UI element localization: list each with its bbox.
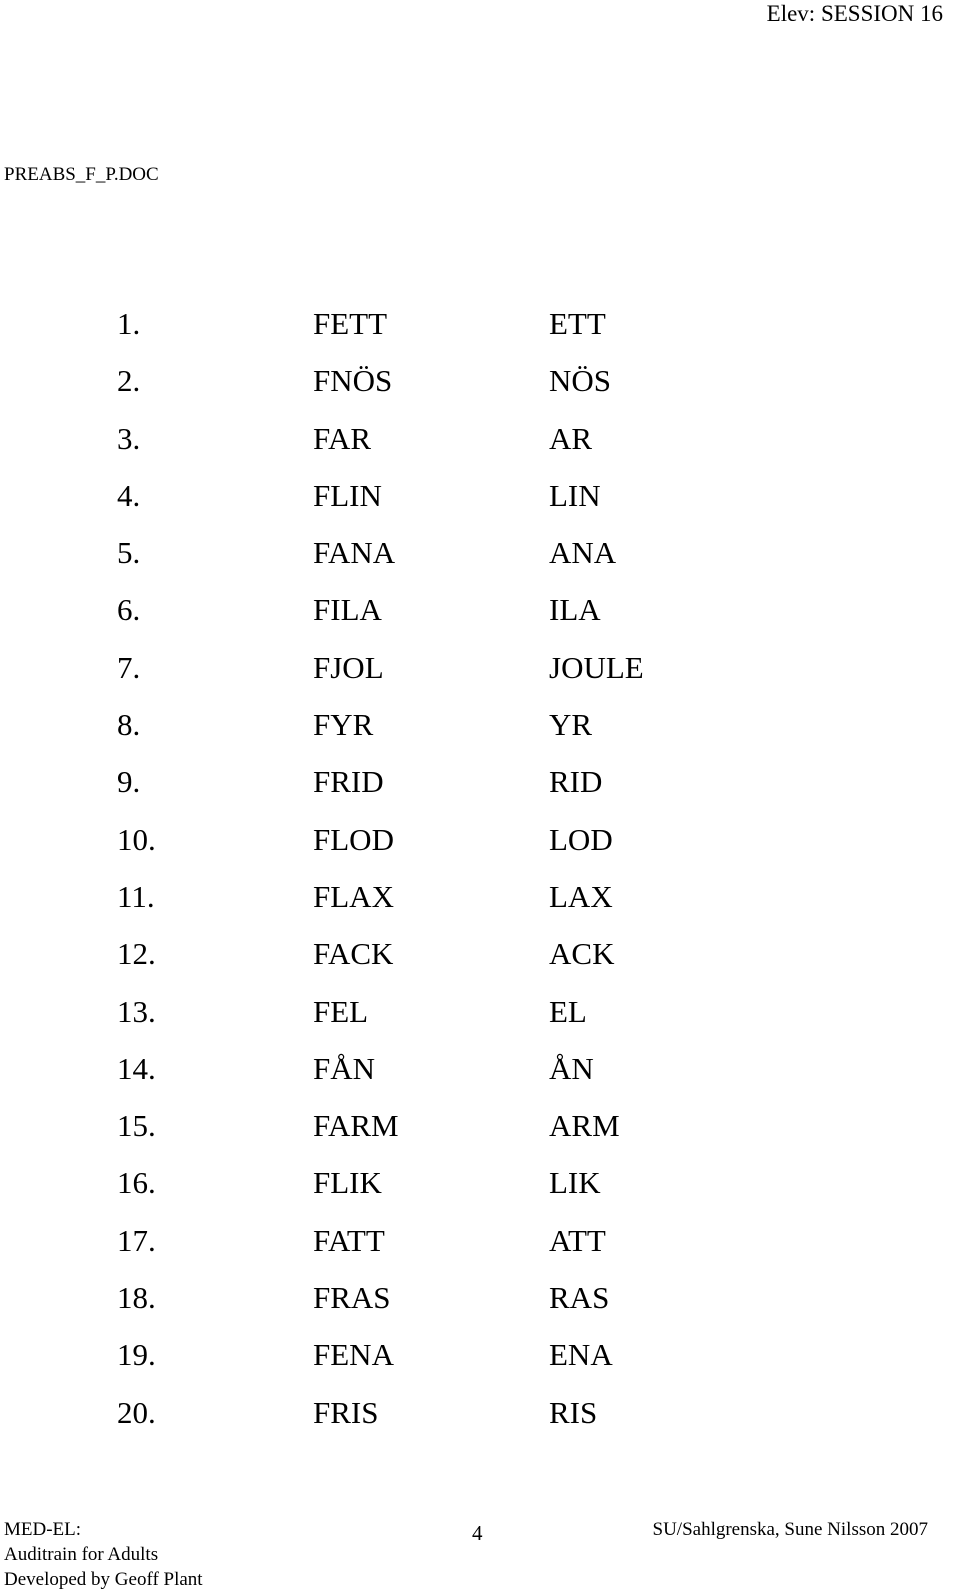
footer-credit-line: Developed by Geoff Plant: [4, 1569, 203, 1590]
item-number: 8.: [117, 707, 141, 743]
target-word: FACK: [313, 936, 394, 972]
item-number: 9.: [117, 764, 141, 800]
item-number: 11.: [117, 878, 155, 914]
pair-word: RAS: [549, 1280, 610, 1316]
item-number: 3.: [117, 420, 141, 456]
word-pair-row: [0, 362, 960, 419]
item-number: 13.: [117, 993, 156, 1029]
item-number: 19.: [117, 1337, 156, 1373]
word-pair-row: [0, 821, 960, 878]
word-pair-row: [0, 1107, 960, 1164]
pair-word: RIS: [549, 1394, 598, 1430]
word-pair-row: [0, 1279, 960, 1336]
pair-word: NÖS: [549, 363, 612, 399]
word-pair-row: [0, 420, 960, 477]
item-number: 10.: [117, 821, 156, 857]
page-number: 4: [472, 1521, 483, 1545]
pair-word: ÅN: [549, 1050, 594, 1086]
pair-word: ANA: [549, 535, 617, 571]
target-word: FANA: [313, 535, 396, 571]
target-word: FEL: [313, 993, 369, 1029]
target-word: FYR: [313, 707, 374, 743]
item-number: 1.: [117, 306, 141, 341]
word-pair-row: [0, 591, 960, 648]
footer-credits: [4, 1517, 203, 1592]
word-pair-row: [0, 1164, 960, 1221]
pair-word: LIN: [549, 477, 601, 513]
item-number: 14.: [117, 1050, 156, 1086]
item-number: 15.: [117, 1108, 156, 1144]
word-pair-row: [0, 1050, 960, 1107]
pair-word: YR: [549, 707, 593, 743]
target-word: FRID: [313, 764, 384, 800]
target-word: FLOD: [313, 821, 394, 857]
item-number: 7.: [117, 649, 141, 685]
word-pair-row: [0, 1394, 960, 1451]
item-number: 6.: [117, 592, 141, 628]
pair-word: ENA: [549, 1337, 613, 1373]
footer-credit-line: MED-EL:: [4, 1519, 82, 1540]
word-pair-row: [0, 305, 960, 362]
target-word: FÅN: [313, 1050, 376, 1086]
word-pair-row: [0, 1336, 960, 1393]
item-number: 12.: [117, 936, 156, 972]
pair-word: ILA: [549, 592, 601, 628]
target-word: FLAX: [313, 878, 394, 914]
footer-copyright: SU/Sahlgrenska, Sune Nilsson 2007: [652, 1519, 928, 1540]
item-number: 16.: [117, 1165, 156, 1201]
word-pair-row: [0, 763, 960, 820]
page-header-title: Elev: SESSION 16: [766, 1, 943, 26]
pair-word: EL: [549, 993, 587, 1029]
pair-word: AR: [549, 420, 593, 456]
document-filename: PREABS_F_P.DOC: [4, 164, 159, 185]
pair-word: ETT: [549, 306, 606, 341]
item-number: 5.: [117, 535, 141, 571]
item-number: 17.: [117, 1222, 156, 1258]
target-word: FLIK: [313, 1165, 382, 1201]
word-pair-row: [0, 1222, 960, 1279]
pair-word: JOULE: [549, 649, 644, 685]
word-pair-list: [0, 305, 960, 1451]
pair-word: ATT: [549, 1222, 606, 1258]
footer-credit-line: Auditrain for Adults: [4, 1544, 159, 1565]
pair-word: LIK: [549, 1165, 601, 1201]
item-number: 20.: [117, 1394, 156, 1430]
target-word: FARM: [313, 1108, 399, 1144]
pair-word: LOD: [549, 821, 613, 857]
word-pair-row: [0, 649, 960, 706]
word-pair-row: [0, 935, 960, 992]
pair-word: LAX: [549, 878, 613, 914]
target-word: FENA: [313, 1337, 394, 1373]
word-pair-row: [0, 706, 960, 763]
target-word: FILA: [313, 592, 382, 628]
pair-word: ARM: [549, 1108, 620, 1144]
target-word: FRAS: [313, 1280, 391, 1316]
word-pair-row: [0, 878, 960, 935]
pair-word: ACK: [549, 936, 615, 972]
target-word: FLIN: [313, 477, 382, 513]
target-word: FNÖS: [313, 363, 393, 399]
target-word: FETT: [313, 306, 388, 341]
target-word: FJOL: [313, 649, 384, 685]
target-word: FRIS: [313, 1394, 379, 1430]
pair-word: RID: [549, 764, 603, 800]
word-pair-row: [0, 993, 960, 1050]
target-word: FAR: [313, 420, 372, 456]
item-number: 4.: [117, 477, 141, 513]
target-word: FATT: [313, 1222, 385, 1258]
word-pair-row: [0, 534, 960, 591]
word-pair-row: [0, 477, 960, 534]
item-number: 2.: [117, 363, 141, 399]
item-number: 18.: [117, 1280, 156, 1316]
